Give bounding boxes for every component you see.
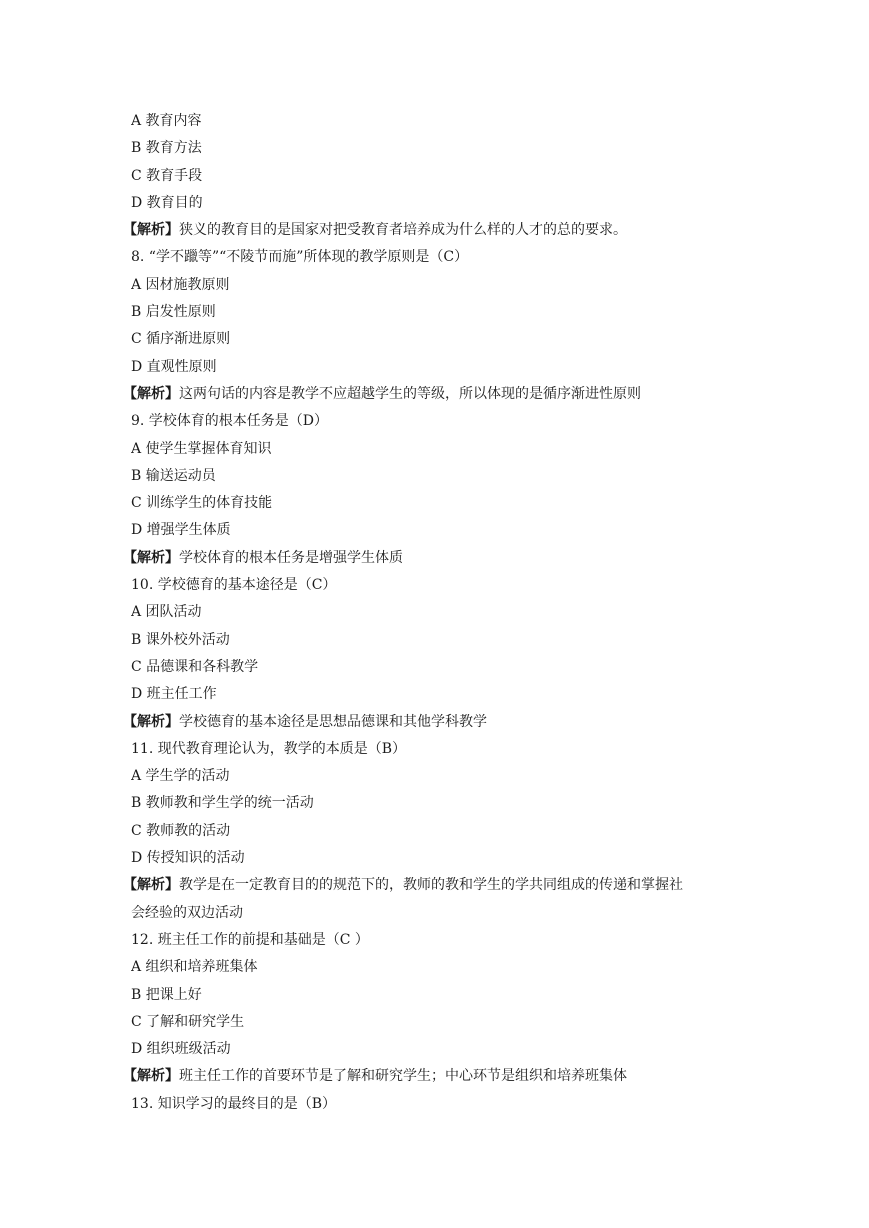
question-line: 13. 知识学习的最终目的是（B）	[131, 1095, 337, 1112]
option-line: C 训练学生的体育技能	[131, 495, 273, 512]
option-line: C 教育手段	[131, 167, 203, 184]
option-line: B 启发性原则	[131, 304, 216, 321]
analysis-tag: 【解析】	[123, 877, 179, 894]
analysis-text: 学校德育的基本途径是思想品德课和其他学科教学	[179, 713, 487, 730]
analysis-line	[123, 872, 751, 899]
analysis-tag: 【解析】	[123, 385, 179, 402]
option-line: D 增强学生体质	[131, 522, 231, 539]
option-line: A 因材施教原则	[131, 276, 230, 293]
question-line: 9. 学校体育的根本任务是（D）	[131, 413, 329, 430]
analysis-text: 学校体育的根本任务是增强学生体质	[179, 549, 403, 566]
analysis-line	[123, 545, 751, 572]
option-line: B 输送运动员	[131, 467, 216, 484]
document-body	[123, 108, 751, 1118]
option-line: A 学生学的活动	[131, 768, 230, 785]
option-line: D 直观性原则	[131, 358, 217, 375]
option-line: D 组织班级活动	[131, 1041, 231, 1058]
option-line: A 团队活动	[131, 604, 202, 621]
option-line: C 了解和研究学生	[131, 1013, 245, 1030]
option-line: C 品德课和各科教学	[131, 658, 259, 675]
analysis-text: 教学是在一定教育目的的规范下的，教师的教和学生的学共同组成的传递和掌握社	[179, 877, 683, 894]
analysis-line	[123, 381, 751, 408]
option-line: D 教育目的	[131, 194, 203, 211]
option-line: C 教师教的活动	[131, 822, 231, 839]
question-line: 10. 学校德育的基本途径是（C）	[131, 577, 337, 594]
question-line: 8. “学不躐等”“不陵节而施”所体现的教学原则是（C）	[131, 249, 469, 266]
option-line: B 教育方法	[131, 140, 202, 157]
option-line: D 传授知识的活动	[131, 850, 245, 867]
question-line: 12. 班主任工作的前提和基础是（C ）	[131, 931, 369, 948]
continuation-line: 会经验的双边活动	[131, 904, 243, 921]
analysis-tag: 【解析】	[123, 222, 179, 239]
analysis-text: 班主任工作的首要环节是了解和研究学生；中心环节是组织和培养班集体	[179, 1068, 627, 1085]
analysis-tag: 【解析】	[123, 549, 179, 566]
option-line: C 循序渐进原则	[131, 331, 231, 348]
option-line: A 使学生掌握体育知识	[131, 440, 272, 457]
analysis-text: 狭义的教育目的是国家对把受教育者培养成为什么样的人才的总的要求。	[179, 222, 627, 239]
analysis-line	[123, 1063, 751, 1090]
analysis-line	[123, 709, 751, 736]
option-line: A 教育内容	[131, 113, 202, 129]
option-line: D 班主任工作	[131, 686, 217, 703]
option-line: B 教师教和学生学的统一活动	[131, 795, 314, 812]
analysis-line	[123, 217, 751, 244]
analysis-text: 这两句话的内容是教学不应超越学生的等级，所以体现的是循序渐进性原则	[179, 385, 641, 402]
analysis-tag: 【解析】	[123, 713, 179, 730]
option-line: B 把课上好	[131, 986, 202, 1003]
option-line: B 课外校外活动	[131, 631, 230, 648]
question-line: 11. 现代教育理论认为，教学的本质是（B）	[131, 740, 407, 757]
option-line: A 组织和培养班集体	[131, 959, 258, 976]
analysis-tag: 【解析】	[123, 1068, 179, 1085]
